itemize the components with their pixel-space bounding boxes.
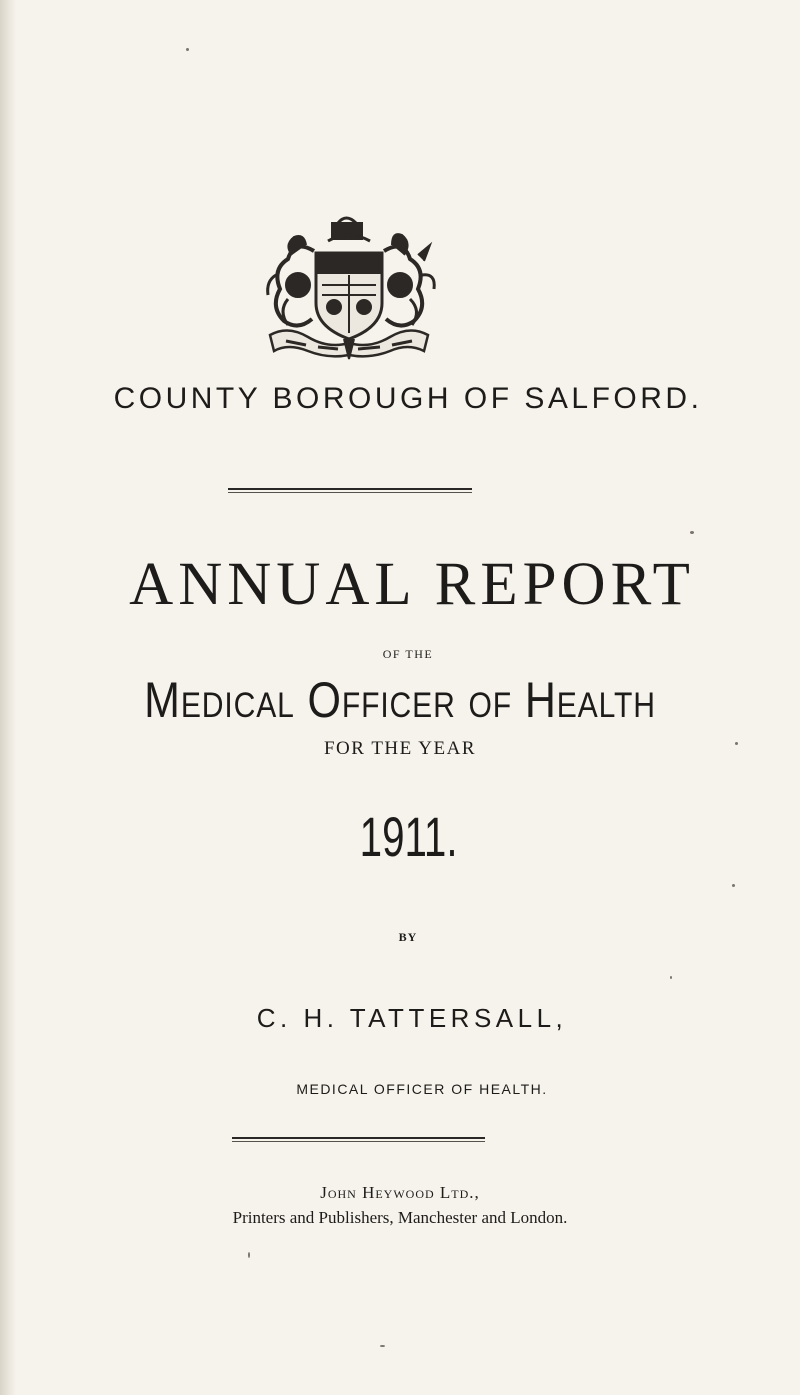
paper-speck [670, 976, 672, 979]
for-the-year-label: FOR THE YEAR [323, 738, 477, 759]
paper-speck [690, 531, 694, 534]
borough-heading: COUNTY BOROUGH OF SALFORD. [113, 382, 703, 415]
of-the-label: OF THE [382, 647, 434, 661]
by-label: BY [398, 930, 418, 944]
paper-speck [186, 48, 189, 51]
divider-rule [232, 1137, 485, 1139]
author-title: MEDICAL OFFICER OF HEALTH. [296, 1081, 548, 1097]
paper-speck [732, 884, 735, 887]
printer-address: Printers and Publishers, Manchester and London. [232, 1208, 568, 1227]
report-title: ANNUAL REPORT [129, 551, 695, 618]
paper-speck [735, 742, 738, 745]
divider-rule [228, 488, 472, 490]
author-name: C. H. TATTERSALL, [256, 1003, 568, 1033]
report-year: 1911. [359, 805, 458, 868]
coat-of-arms-icon [258, 215, 440, 360]
printer-name: John Heywood Ltd., [320, 1183, 480, 1202]
report-subject: Medical Officer of Health [144, 672, 656, 728]
paper-speck [380, 1345, 385, 1347]
paper-speck [248, 1252, 250, 1258]
